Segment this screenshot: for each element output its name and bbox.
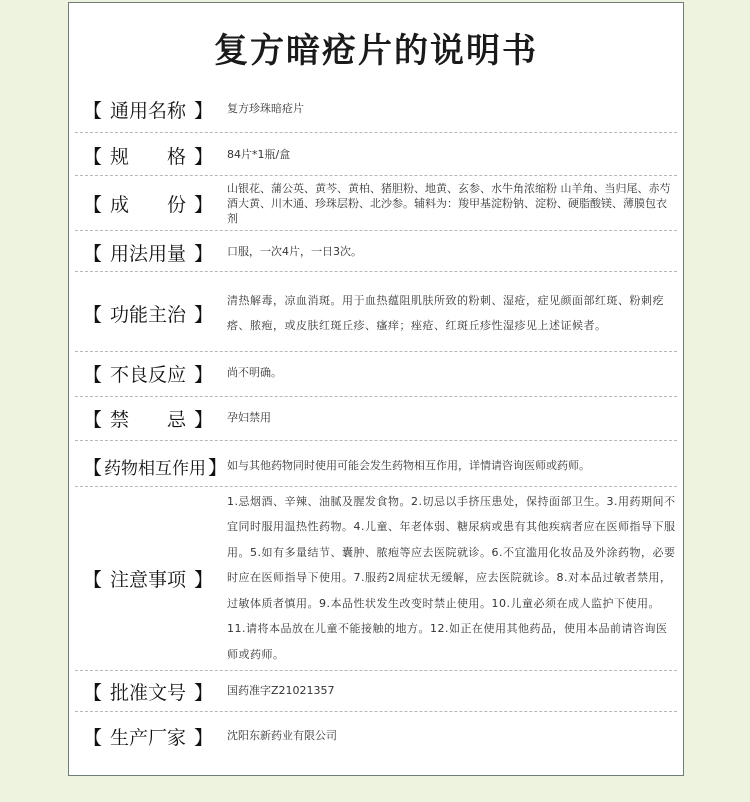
row-label [83, 96, 223, 123]
label-text: 成 份 [110, 193, 187, 216]
row-ingredients [69, 179, 683, 227]
label-text: 药物相互作用 [104, 458, 207, 479]
row-label [83, 405, 223, 432]
bracket-open: 【 [83, 303, 103, 326]
row-precautions [69, 490, 683, 666]
bracket-close: 】 [194, 568, 214, 591]
bracket-close: 】 [208, 456, 228, 479]
divider [75, 396, 677, 397]
bracket-close: 】 [194, 145, 214, 168]
divider [75, 230, 677, 231]
divider [75, 132, 677, 133]
bracket-open: 【 [83, 193, 103, 216]
row-value: 复方珍珠暗疮片 [227, 102, 304, 116]
divider [75, 440, 677, 441]
bracket-close: 】 [194, 726, 214, 749]
bracket-close: 】 [194, 363, 214, 386]
row-value: 清热解毒，凉血消斑。用于血热蕴阻肌肤所致的粉刺、湿疮，症见颜面部红斑、粉刺疙瘩、脓疱，或皮肤红斑丘疹、瘙痒；痤疮、红斑丘疹性湿疹见上述证候者。 [227, 294, 664, 332]
row-value: 尚不明确。 [227, 366, 282, 380]
label-text: 通用名称 [110, 99, 187, 122]
bracket-close: 】 [194, 99, 214, 122]
bracket-open: 【 [83, 726, 103, 749]
page-title: 复方暗疮片的说明书 [214, 31, 538, 71]
row-generic-name [69, 96, 683, 122]
divider [75, 711, 677, 712]
row-specification [69, 142, 683, 168]
row-label [83, 565, 223, 592]
bracket-open: 【 [83, 145, 103, 168]
bracket-open: 【 [83, 456, 103, 479]
row-label [83, 142, 223, 169]
divider [75, 486, 677, 487]
row-label [83, 723, 223, 750]
bracket-open: 【 [83, 363, 103, 386]
row-label [83, 453, 228, 480]
row-value: 如与其他药物同时使用可能会发生药物相互作用，详情请咨询医师或药师。 [227, 459, 590, 473]
row-value: 山银花、蒲公英、黄芩、黄柏、猪胆粉、地黄、玄参、水牛角浓缩粉 山羊角、当归尾、赤芍酒大黄、川木通、珍珠层粉、北沙参。辅料为：羧甲基淀粉钠、淀粉、硬脂酸镁、薄膜包衣剂 [227, 181, 671, 225]
divider [75, 271, 677, 272]
label-text: 规 格 [110, 145, 187, 168]
row-label [83, 678, 223, 705]
bracket-open: 【 [83, 242, 103, 265]
bracket-close: 】 [194, 242, 214, 265]
label-text: 生产厂家 [110, 726, 187, 749]
row-adverse-reactions [69, 360, 683, 386]
divider [75, 351, 677, 352]
row-manufacturer [69, 723, 683, 749]
row-indications [69, 275, 683, 351]
row-label [83, 360, 223, 387]
row-label [83, 239, 223, 266]
label-text: 不良反应 [110, 363, 187, 386]
instruction-sheet [68, 2, 684, 776]
row-value: 84片*1瓶/盒 [227, 148, 291, 162]
row-drug-interactions [69, 453, 683, 479]
row-value: 国药准字Z21021357 [227, 684, 335, 698]
divider [75, 175, 677, 176]
bracket-close: 】 [194, 303, 214, 326]
label-text: 功能主治 [110, 303, 187, 326]
row-value: 孕妇禁用 [227, 411, 271, 425]
bracket-close: 】 [194, 408, 214, 431]
bracket-close: 】 [194, 193, 214, 216]
label-text: 用法用量 [110, 242, 187, 265]
row-value: 沈阳东新药业有限公司 [227, 729, 337, 743]
row-contraindications [69, 405, 683, 431]
row-value: 1.忌烟酒、辛辣、油腻及腥发食物。2.切忌以手挤压患处，保持面部卫生。3.用药期间不宜同时服用温热性药物。4.儿童、年老体弱、糖尿病或患有其他疾病者应在医师指导下服用。5.如有多量结节、囊肿、脓疱等应去医院就诊。6.不宜滥用化妆品及外涂药物，必要时应在医师指导下使用。7.服药2周症状无缓解，应去医院就诊。8.对本品过敏者禁用，过敏体质者慎用。9.本品性状发生改变时禁止使用。10.儿童必须在成人监护下使用。11.请将本品放在儿童不能接触的地方。12.如正在使用其他药品，使用本品前请咨询医师或药师。 [227, 494, 676, 661]
bracket-open: 【 [83, 408, 103, 431]
bracket-open: 【 [83, 568, 103, 591]
row-approval-number [69, 678, 683, 704]
divider [75, 670, 677, 671]
label-text: 注意事项 [110, 568, 187, 591]
label-text: 禁 忌 [110, 408, 187, 431]
row-usage-dosage [69, 239, 683, 265]
bracket-open: 【 [83, 99, 103, 122]
bracket-open: 【 [83, 681, 103, 704]
row-label [83, 190, 223, 217]
bracket-close: 】 [194, 681, 214, 704]
row-label [83, 300, 223, 327]
row-value: 口服，一次4片，一日3次。 [227, 245, 362, 259]
label-text: 批准文号 [110, 681, 187, 704]
